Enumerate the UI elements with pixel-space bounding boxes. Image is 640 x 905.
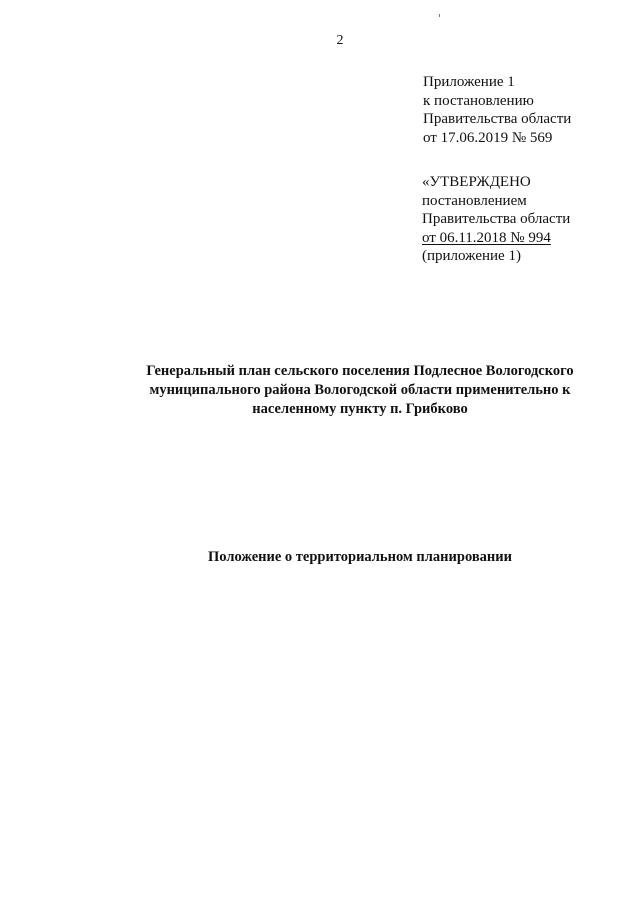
appendix-reference	[423, 73, 571, 147]
approved-line-1: «УТВЕРЖДЕНО	[422, 174, 531, 190]
title-line-2: муниципального района Вологодской области применительно к	[149, 382, 571, 398]
document-title	[100, 362, 620, 419]
page-number: 2	[336, 33, 344, 48]
approved-line-3: Правительства области	[422, 211, 571, 227]
title-line-3: населенному пункту п. Грибково	[252, 401, 468, 417]
section-title: Положение о территориальном планировании	[208, 549, 512, 565]
appendix-line-1: Приложение 1	[423, 74, 515, 90]
appendix-line-2: к постановлению	[423, 92, 534, 109]
title-line-1: Генеральный план сельского поселения Подлесное Вологодского	[146, 363, 574, 379]
approved-line-2: постановлением	[422, 192, 527, 209]
approval-stamp	[422, 173, 570, 266]
scan-speck	[439, 14, 440, 17]
appendix-line-3: Правительства области	[423, 111, 572, 127]
appendix-line-4: от 17.06.2019 № 569	[423, 129, 553, 146]
approved-line-4-decree-ref: от 06.11.2018 № 994	[422, 229, 551, 246]
approved-line-5: (приложение 1)	[422, 248, 521, 264]
